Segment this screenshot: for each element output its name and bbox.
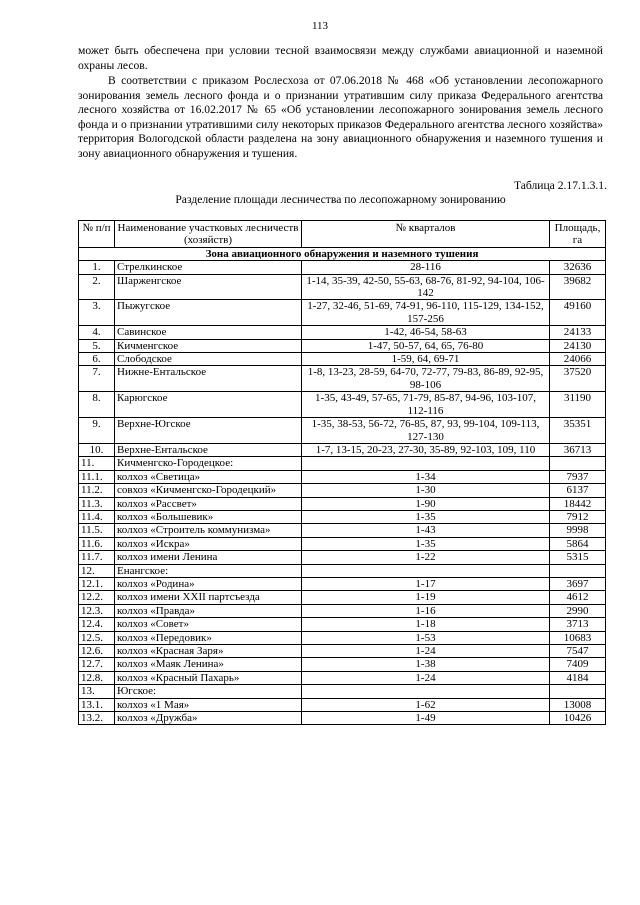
row-name: колхоз «Строитель коммунизма» [115,524,302,537]
row-area: 7937 [550,470,606,483]
row-number: 12.1. [79,577,115,590]
table-row [79,685,606,698]
row-area [550,685,606,698]
table-caption: Таблица 2.17.1.3.1. [513,179,607,192]
row-name: Нижне-Ентальское [115,366,302,392]
row-name: колхоз «Большевик» [115,510,302,523]
row-number: 13.2. [79,712,115,725]
row-name: Верхне-Югское [115,418,302,444]
table-row [79,353,606,366]
row-number: 12.4. [79,618,115,631]
page-number: 113 [311,20,329,32]
row-name: Югское: [115,685,302,698]
row-quarters: 1-34 [302,470,550,483]
table-title: Разделение площади лесничества по лесопожарному зонированию [175,193,506,206]
row-number: 8. [79,392,115,418]
table-row [79,457,606,470]
row-quarters: 1-47, 50-57, 64, 65, 76-80 [302,339,550,352]
row-name: колхоз «Красная Заря» [115,645,302,658]
row-quarters: 1-7, 13-15, 20-23, 27-30, 35-89, 92-103, 109, 110 [302,443,550,456]
table-row [79,339,606,352]
row-number: 11.7. [79,551,115,564]
row-quarters: 1-35 [302,537,550,550]
row-name: колхоз имени XXII партсъезда [115,591,302,604]
row-area: 7409 [550,658,606,671]
table-row [79,591,606,604]
row-area: 3713 [550,618,606,631]
table-row [79,577,606,590]
table-row [79,300,606,326]
table-row [79,618,606,631]
row-area: 18442 [550,497,606,510]
row-name: Шарженгское [115,274,302,300]
table-row [79,261,606,274]
row-area [550,457,606,470]
row-area: 4612 [550,591,606,604]
row-name: Стрелкинское [115,261,302,274]
row-quarters [302,685,550,698]
row-area: 3697 [550,577,606,590]
row-area: 6137 [550,484,606,497]
row-number: 12.5. [79,631,115,644]
row-area: 5315 [550,551,606,564]
row-area: 24130 [550,339,606,352]
row-name: колхоз «1 Мая» [115,698,302,711]
row-area: 24133 [550,326,606,339]
row-quarters [302,564,550,577]
table-row [79,524,606,537]
row-area: 24066 [550,353,606,366]
row-quarters: 1-30 [302,484,550,497]
row-quarters: 1-53 [302,631,550,644]
row-number: 4. [79,326,115,339]
paragraph-intro: может быть обеспечена при условии тесной взаимосвязи между службами авиационной и наземной охраны лесов. [78,44,603,72]
row-area: 7547 [550,645,606,658]
row-name: колхоз «Рассвет» [115,497,302,510]
row-number: 12.3. [79,604,115,617]
row-quarters: 1-8, 13-23, 28-59, 64-70, 72-77, 79-83, 86-89, 92-95, 98-106 [302,366,550,392]
row-number: 11.5. [79,524,115,537]
header-name: Наименование участковых лесничеств (хозяйств) [115,221,302,248]
row-number: 2. [79,274,115,300]
table-row [79,564,606,577]
header-num: № п/п [79,221,115,248]
row-area: 13008 [550,698,606,711]
row-quarters: 1-38 [302,658,550,671]
table-row [79,510,606,523]
row-name: колхоз имени Ленина [115,551,302,564]
row-name: колхоз «Искра» [115,537,302,550]
row-area: 5864 [550,537,606,550]
row-area: 7912 [550,510,606,523]
row-number: 3. [79,300,115,326]
row-name: Пыжугское [115,300,302,326]
row-number: 11.6. [79,537,115,550]
paragraph-order: В соответствии с приказом Рослесхоза от 07.06.2018 № 468 «Об установлении лесопожарного зонирования земель лесного фонда и о признании утратившим силу приказа Федерального агентства лесного хозяйства от 16.02.2017 № 65 «Об установлении лесопожарного зонирования земель лесного фонда и о признании утратившими силу некоторых приказов Федерального агентства лесного хозяйства» территория Вологодской области разделена на зону авиационного обнаружения и наземного тушения и зону авиационного обнаружения и тушения. [78,74,603,160]
row-name: колхоз «Совет» [115,618,302,631]
row-number: 6. [79,353,115,366]
row-quarters: 1-18 [302,618,550,631]
row-area: 2990 [550,604,606,617]
table-row [79,698,606,711]
table-row [79,551,606,564]
zoning-table [78,220,606,725]
row-name: колхоз «Красный Пахарь» [115,671,302,684]
row-number: 11.2. [79,484,115,497]
row-area: 49160 [550,300,606,326]
table-row [79,497,606,510]
row-quarters: 1-90 [302,497,550,510]
row-number: 11.4. [79,510,115,523]
table-row [79,484,606,497]
row-number: 7. [79,366,115,392]
row-quarters [302,457,550,470]
row-quarters: 1-42, 46-54, 58-63 [302,326,550,339]
table-row [79,443,606,456]
table-row [79,645,606,658]
row-name: колхоз «Передовик» [115,631,302,644]
row-number: 12.6. [79,645,115,658]
row-name: Карюгское [115,392,302,418]
row-name: колхоз «Родина» [115,577,302,590]
row-number: 11. [79,457,115,470]
row-name: колхоз «Правда» [115,604,302,617]
row-name: колхоз «Дружба» [115,712,302,725]
table-row [79,712,606,725]
table-row [79,604,606,617]
row-number: 1. [79,261,115,274]
row-quarters: 1-24 [302,645,550,658]
row-number: 9. [79,418,115,444]
row-quarters: 1-43 [302,524,550,537]
row-area: 35351 [550,418,606,444]
row-name: Енангское: [115,564,302,577]
row-name: Слободское [115,353,302,366]
table-row [79,326,606,339]
row-number: 10. [79,443,115,456]
table-row [79,470,606,483]
table-row [79,671,606,684]
row-area: 32636 [550,261,606,274]
row-quarters: 1-16 [302,604,550,617]
row-quarters: 1-59, 64, 69-71 [302,353,550,366]
row-name: Кичменгско-Городецкое: [115,457,302,470]
row-name: Кичменгское [115,339,302,352]
table-row [79,418,606,444]
row-number: 12. [79,564,115,577]
row-quarters: 1-35 [302,510,550,523]
row-number: 5. [79,339,115,352]
row-area: 4184 [550,671,606,684]
row-quarters: 1-14, 35-39, 42-50, 55-63, 68-76, 81-92, 94-104, 106-142 [302,274,550,300]
row-name: колхоз «Маяк Ленина» [115,658,302,671]
header-area: Площадь, га [550,221,606,248]
row-area: 31190 [550,392,606,418]
row-number: 11.3. [79,497,115,510]
row-number: 13. [79,685,115,698]
row-area: 10426 [550,712,606,725]
row-area [550,564,606,577]
row-number: 12.7. [79,658,115,671]
row-area: 9998 [550,524,606,537]
row-quarters: 1-35, 38-53, 56-72, 76-85, 87, 93, 99-104, 109-113, 127-130 [302,418,550,444]
row-number: 12.8. [79,671,115,684]
table-row [79,392,606,418]
row-area: 10683 [550,631,606,644]
row-number: 13.1. [79,698,115,711]
row-quarters: 28-116 [302,261,550,274]
row-quarters: 1-17 [302,577,550,590]
row-name: совхоз «Кичменгско-Городецкий» [115,484,302,497]
row-area: 39682 [550,274,606,300]
table-row [79,658,606,671]
table-row [79,274,606,300]
zone-row [79,247,606,260]
row-number: 11.1. [79,470,115,483]
row-number: 12.2. [79,591,115,604]
row-name: колхоз «Светица» [115,470,302,483]
header-quarters: № кварталов [302,221,550,248]
row-name: Савинское [115,326,302,339]
row-area: 36713 [550,443,606,456]
row-quarters: 1-22 [302,551,550,564]
row-name: Верхне-Ентальское [115,443,302,456]
table-row [79,537,606,550]
table-row [79,631,606,644]
table-row [79,366,606,392]
row-quarters: 1-49 [302,712,550,725]
zone-title: Зона авиационного обнаружения и наземного тушения [79,247,606,260]
row-area: 37520 [550,366,606,392]
row-quarters: 1-62 [302,698,550,711]
row-quarters: 1-24 [302,671,550,684]
row-quarters: 1-27, 32-46, 51-69, 74-91, 96-110, 115-129, 134-152, 157-256 [302,300,550,326]
table-header-row [79,221,606,248]
row-quarters: 1-19 [302,591,550,604]
row-quarters: 1-35, 43-49, 57-65, 71-79, 85-87, 94-96, 103-107, 112-116 [302,392,550,418]
